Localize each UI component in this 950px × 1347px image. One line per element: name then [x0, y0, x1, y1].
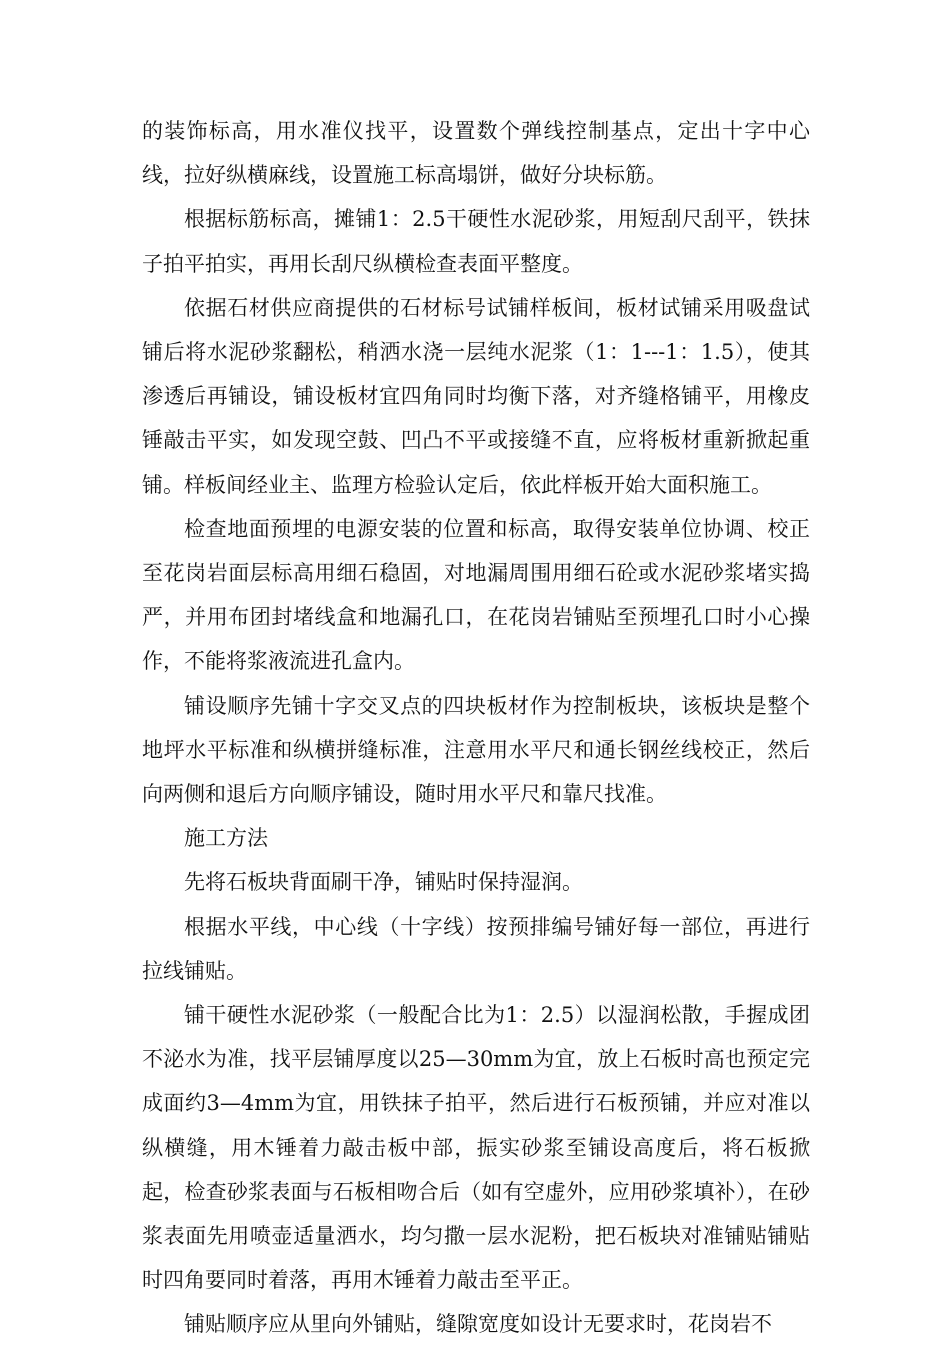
paragraph-dry-mortar: 铺干硬性水泥砂浆（一般配合比为1：2.5）以湿润松散，手握成团不泌水为准，找平层铺厚度以25—30mm为宜，放上石板时高也预定完成面约3—4mm为宜，用铁抹子拍平，然后进行石板预铺，并应对准以纵横缝，用木锤着力敲击板中部，振实砂浆至铺设高度后，将石板掀起，检查砂浆表面与石板相吻合后（如有空虚外，应用砂浆填补），在砂浆表面先用喷壶适量洒水，均匀撒一层水泥粉，把石板块对准铺贴铺贴时四角要同时着落，再用木锤着力敲击至平正。	[142, 1003, 810, 1293]
paragraph-clean-back: 先将石板块背面刷干净，铺贴时保持湿润。	[184, 870, 583, 895]
paragraph-embedded-outlets: 检查地面预埋的电源安装的位置和标高，取得安装单位协调、校正至花岗岩面层标高用细石稳固，对地漏周围用细石砼或水泥砂浆堵实捣严，并用布团封堵线盒和地漏孔口，在花岗岩铺贴至预埋孔口时小心操作，不能将浆液流进孔盒内。	[142, 516, 810, 674]
document-body	[142, 109, 810, 1347]
paragraph-trial-laying: 依据石材供应商提供的石材标号试铺样板间，板材试铺采用吸盘试铺后将水泥砂浆翻松，稍洒水浇一层纯水泥浆（1：1---1：1.5），使其渗透后再铺设，铺设板材宜四角同时均衡下落，对齐缝格铺平，用橡皮锤敲击平实，如发现空鼓、凹凸不平或接缝不直，应将板材重新掀起重铺。样板间经业主、监理方检验认定后，依此样板开始大面积施工。	[142, 295, 810, 497]
paragraph-mortar-spreading: 根据标筋标高，摊铺1：2.5干硬性水泥砂浆，用短刮尺刮平，铁抹子拍平拍实，再用长刮尺纵横检查表面平整度。	[142, 207, 810, 276]
paragraph-continued-leveling: 的装饰标高，用水准仪找平，设置数个弹线控制基点，定出十字中心线，拉好纵横麻线，设置施工标高塌饼，做好分块标筋。	[142, 119, 810, 188]
section-heading-construction-method: 施工方法	[184, 826, 268, 851]
paragraph-paving-order: 铺贴顺序应从里向外铺贴，缝隙宽度如设计无要求时，花岗岩不	[184, 1312, 772, 1337]
paragraph-level-lines: 根据水平线，中心线（十字线）按预排编号铺好每一部位，再进行拉线铺贴。	[142, 914, 810, 983]
paragraph-laying-sequence: 铺设顺序先铺十字交叉点的四块板材作为控制板块，该板块是整个地坪水平标准和纵横拼缝标准，注意用水平尺和通长钢丝线校正，然后向两侧和退后方向顺序铺设，随时用水平尺和靠尺找准。	[142, 693, 810, 807]
